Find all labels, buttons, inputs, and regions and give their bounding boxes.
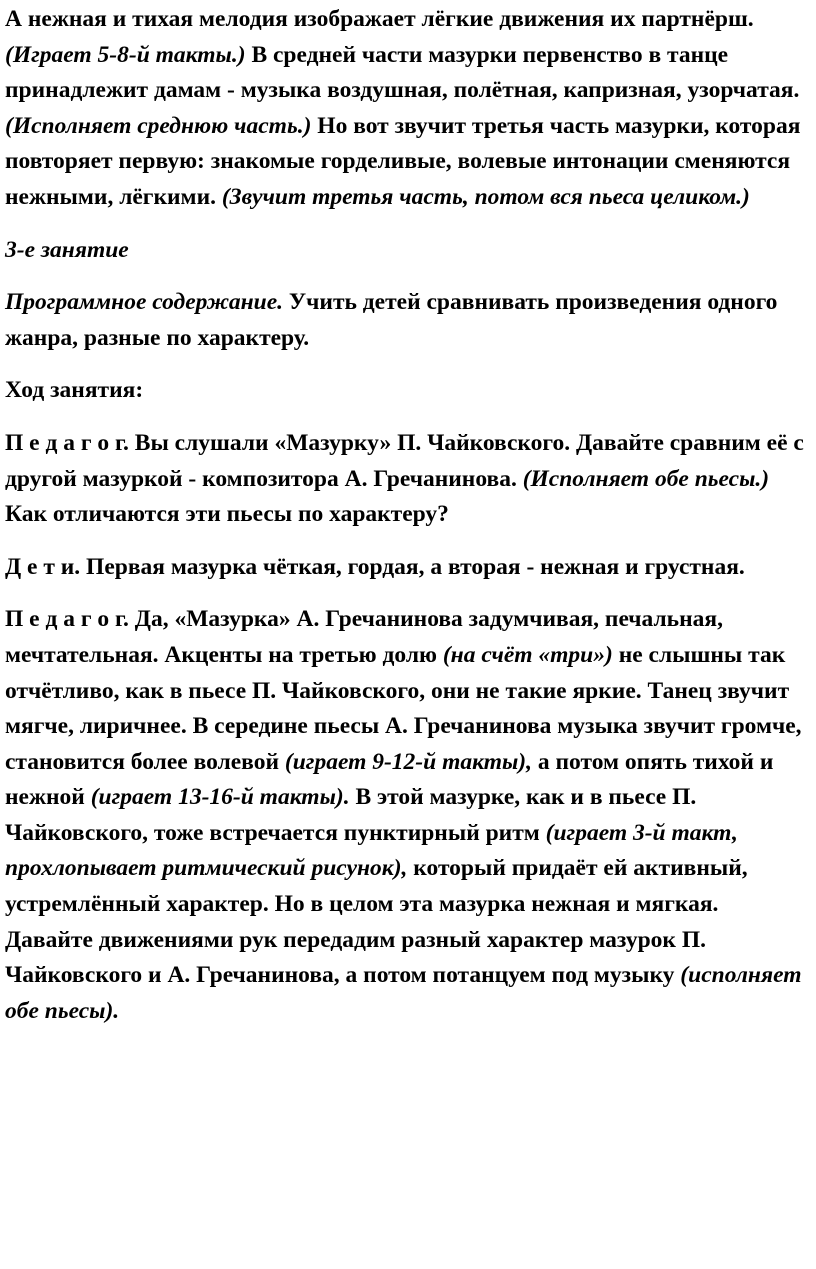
paragraph-teacher-explanation [5,602,810,1029]
stage-direction: (исполняет обе пьесы). [5,962,802,1024]
program-content-label: Программное содержание. [5,289,284,316]
text-run: П е д а г о г. Да, «Мазурка» А. Гречанинова задумчивая, печальная, мечтательная. Акценты на третью долю [5,606,723,668]
paragraph-mazurka-description [5,2,810,216]
lesson-title: 3-е занятие [5,236,129,263]
stage-direction: (играет 3-й такт, прохлопывает ритмический рисунок), [5,819,738,882]
paragraph-teacher-question [5,426,810,533]
stage-direction: (Исполняет среднюю часть.) [5,112,312,139]
text-run: П е д а г о г. Вы слушали «Мазурку» П. Чайковского. Давайте сравним её с другой мазуркой - композитора А. Гречанинова. [5,429,804,492]
stage-direction: (играет 9-12-й такты), [284,748,532,775]
text-run: Но вот звучит третья часть мазурки, которая повторяет первую: знакомые горделивые, волевые интонации сменяются нежными, лёгкими. [5,112,801,210]
paragraph-program-content [5,285,810,356]
text-run: Как отличаются эти пьесы по характеру? [5,501,449,528]
stage-direction: (на счёт «три») [442,641,613,668]
lesson-procedure-heading: Ход занятия: [5,377,144,404]
paragraph-children-answer: Д е т и. Первая мазурка чёткая, гордая, а вторая - нежная и грустная. [5,553,745,580]
text-run: а потом опять тихой и нежной [5,748,774,811]
text-run: Учить детей сравнивать произведения одного жанра, разные по характеру. [5,289,778,351]
text-run: не слышны так отчётливо, как в пьесе П. Чайковского, они не такие яркие. Танец звучит мягче, лиричнее. В середине пьесы А. Гречанинова музыка звучит громче, становится более волевой [5,641,802,775]
text-run: В средней части мазурки первенство в танце принадлежит дамам - музыка воздушная, полётная, капризная, узорчатая. [5,41,800,104]
stage-direction: (играет 13-16-й такты). [90,784,350,811]
stage-direction: (Играет 5-8-й такты.) [5,41,246,68]
stage-direction: (Исполняет обе пьесы.) [522,465,770,492]
stage-direction: (Звучит третья часть, потом вся пьеса целиком.) [221,183,750,210]
text-run: А нежная и тихая мелодия изображает лёгкие движения их партнёрш. [5,6,754,32]
text-run: который придаёт ей активный, устремлённый характер. Но в целом эта мазурка нежная и мягкая. Давайте движениями рук передадим разный характер мазурок П. Чайковского и А. Гречанинова, а потом потанцуем под музыку [5,855,748,989]
text-run: В этой мазурке, как и в пьесе П. Чайковского, тоже встречается пунктирный ритм [5,784,697,846]
